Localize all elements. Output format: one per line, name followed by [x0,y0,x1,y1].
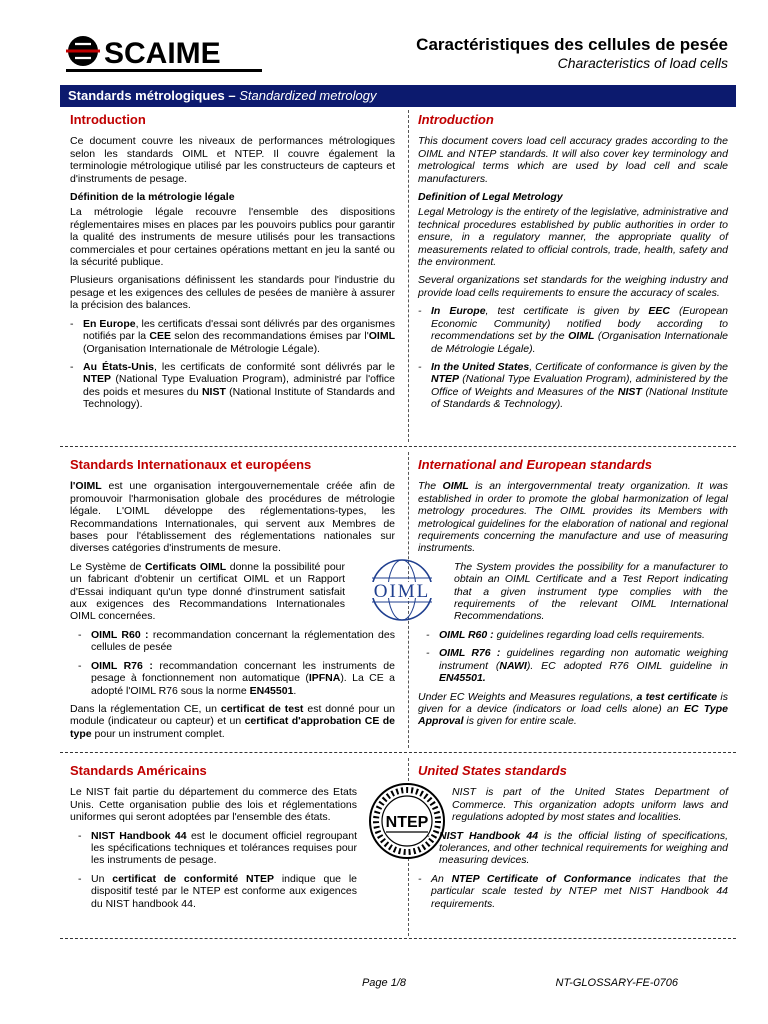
paragraph: l'OIML est une organisation intergouvernementale créée afin de promouvoir l'harmonisation globale des procédures de métrologie légale. L'OIML développe des réglementations-types, les Recommandations Internationales, qui servent aux Membres de bases pour l'établissement des réglementations nationales sur diverses catégories d'instruments de mesure. [70,480,395,555]
paragraph: Dans la réglementation CE, un certificat de test est donné pour un module (indicateur ou capteur) et un certificat d'approbation CE de type pour un instrument complet. [70,702,395,740]
paragraph: The OIML is an intergovernmental treaty organization. It was established in order to promote the global harmonization of legal metrology procedures. The OIML provides its Members with metrological guidelines for the elaboration of national and regional requirements concerning the manufacture and use of measuring instruments. [418,480,728,555]
section-heading: Standards Internationaux et européens [70,457,312,472]
paragraph: Le NIST fait partie du département du commerce des Etats Unis. Cette organisation publie des lois et réglementations uniformes qui seront adoptées par l'ensemble des états. [70,786,357,824]
intro-fr [70,114,395,417]
paragraph: Plusieurs organisations définissent les standards pour l'industrie du pesage et les exigences des cellules de pesées de manière à assurer la précision des balances. [70,274,395,312]
section-heading: International and European standards [418,457,653,472]
list-item: - An NTEP Certificate of Conformance indicates that the particular scale tested by NTEP met NIST Handbook 44 requirements. [418,872,728,910]
column-divider [408,110,409,442]
us-fr [70,765,395,916]
document-code: NT-GLOSSARY-FE-0706 [555,977,678,989]
paragraph: Legal Metrology is the entirety of the legislative, administrative and technical procedures established by public authorities in order to ensure, in a regulatory manner, the appropriate quality of measurements related to official controls, trade, health, safety and the environment. [418,206,728,269]
list-item: - NIST Handbook 44 is the official listing of specifications, tolerances, and other technical requirements for weighing and measuring devices. [426,829,728,867]
list-item: - OIML R60 : recommandation concernant la réglementation des cellules de pesée [78,628,395,654]
paragraph: Under EC Weights and Measures regulations, a test certificate is given for a device (indicators or load cells alone) an EC Type Approval is given for entire scale. [418,690,728,728]
subheading: Définition de la métrologie légale [70,191,235,204]
subheading: Definition of Legal Metrology [418,191,563,204]
section-divider [60,752,736,753]
oiml-badge-label: OIML [373,581,431,602]
section-divider [60,938,736,939]
us-en [418,765,728,916]
section-heading: Standards Américains [70,763,207,778]
paragraph: La métrologie légale recouvre l'ensemble des dispositions réglementaires mises en places par les pouvoirs publics pour garantir la qualité des instruments de mesure utilisés pour les transactions commerciales et pour certaines opérations mettant en jeu la santé ou la sécurité publique. [70,206,395,269]
logo-rule [66,69,262,72]
list-item: - Au États-Unis, les certificats de conformité sont délivrés par le NTEP (National Type Evaluation Program), administré par l'office des poids et mesures du NIST (National Institute of Standards and Technology). [70,360,395,411]
page-number: Page 1/8 [361,977,407,989]
section-heading: Introduction [418,112,494,127]
scaime-logo [66,34,262,68]
list-item: - OIML R60 : guidelines regarding load cells requirements. [426,628,705,641]
page-title-fr: Caractéristiques des cellules de pesée [416,35,728,54]
list-item: - Un certificat de conformité NTEP indique que le dispositif testé par le NTEP est conforme aux exigences du NIST handbook 44. [78,872,358,910]
section-divider [60,446,736,447]
brand-name: SCAIME [104,37,221,68]
list-item: - En Europe, les certificats d'essai sont délivrés par des organismes notifiés par la CEE selon des recommandations émises par l'OIML (Organisation Internationale de Métrologie Légale). [70,317,395,355]
paragraph: NIST is part of the United States Department of Commerce. This organization adopts uniform laws and regulations adopted by most states and localities. [452,786,728,824]
paragraph: Ce document couvre les niveaux de performances métrologiques selon les standards OIML et NTEP. Il couvre également la terminologie métrologique utilisé par les constructeurs de capteurs et d'instruments de pesage. [70,135,395,185]
paragraph: The System provides the possibility for a manufacturer to obtain an OIML Certificate and a Test Report indicating that a given instrument type complies with the requirements of the relevant OIML International Recommendations. [454,560,728,623]
list-item: - In Europe, test certificate is given by EEC (European Economic Community) notified body according to recommendations set by the OIML (Organisation Internationale de Métrologie Légale). [418,305,728,355]
list-item: - NIST Handbook 44 est le document officiel regroupant les spécifications techniques et tolérances requises pour les instruments de pesage. [78,829,357,867]
list-item: - In the United States, Certificate of conformance is given by the NTEP (National Type Evaluation Program), administered by the Office of Weights and Measures of the NIST (National Institute of Standards & Technology). [418,360,728,411]
ntep-badge-label: NTEP [385,814,429,831]
list-item: - OIML R76 : guidelines regarding non automatic weighing instrument (NAWI). EC adopted R76 OIML guideline in EN45501. [426,647,728,685]
intl-fr [70,459,395,746]
intl-en [418,459,728,734]
section-heading: United States standards [418,763,567,778]
section-banner [60,85,736,107]
banner-en: Standardized metrology [239,88,377,103]
banner-fr: Standards métrologiques – [68,88,240,103]
paragraph: This document covers load cell accuracy grades according to the OIML and NTEP standards. It will also cover key terminology and metrological terms which are used by load cell and scale manufacturers. [418,135,728,185]
page-title-en: Characteristics of load cells [557,55,728,71]
section-heading: Introduction [70,112,146,127]
paragraph: Le Système de Certificats OIML donne la possibilité pour un fabricant d'obtenir un certificat OIML et un Rapport d'Essai indiquant qu'un type donné d'instrument satisfait aux exigences des Recommandations Internationales OIML concernées. [70,560,345,623]
paragraph: Several organizations set standards for the weighing industry and provide load cells requirements to ensure the accuracy of scales. [418,274,728,299]
intro-en [418,114,728,417]
list-item: - OIML R76 : recommandation concernant les instruments de pesage à fonctionnement non automatique (IPFNA). La CE a adopté l'OIML R76 sous la norme EN45501. [78,659,395,697]
